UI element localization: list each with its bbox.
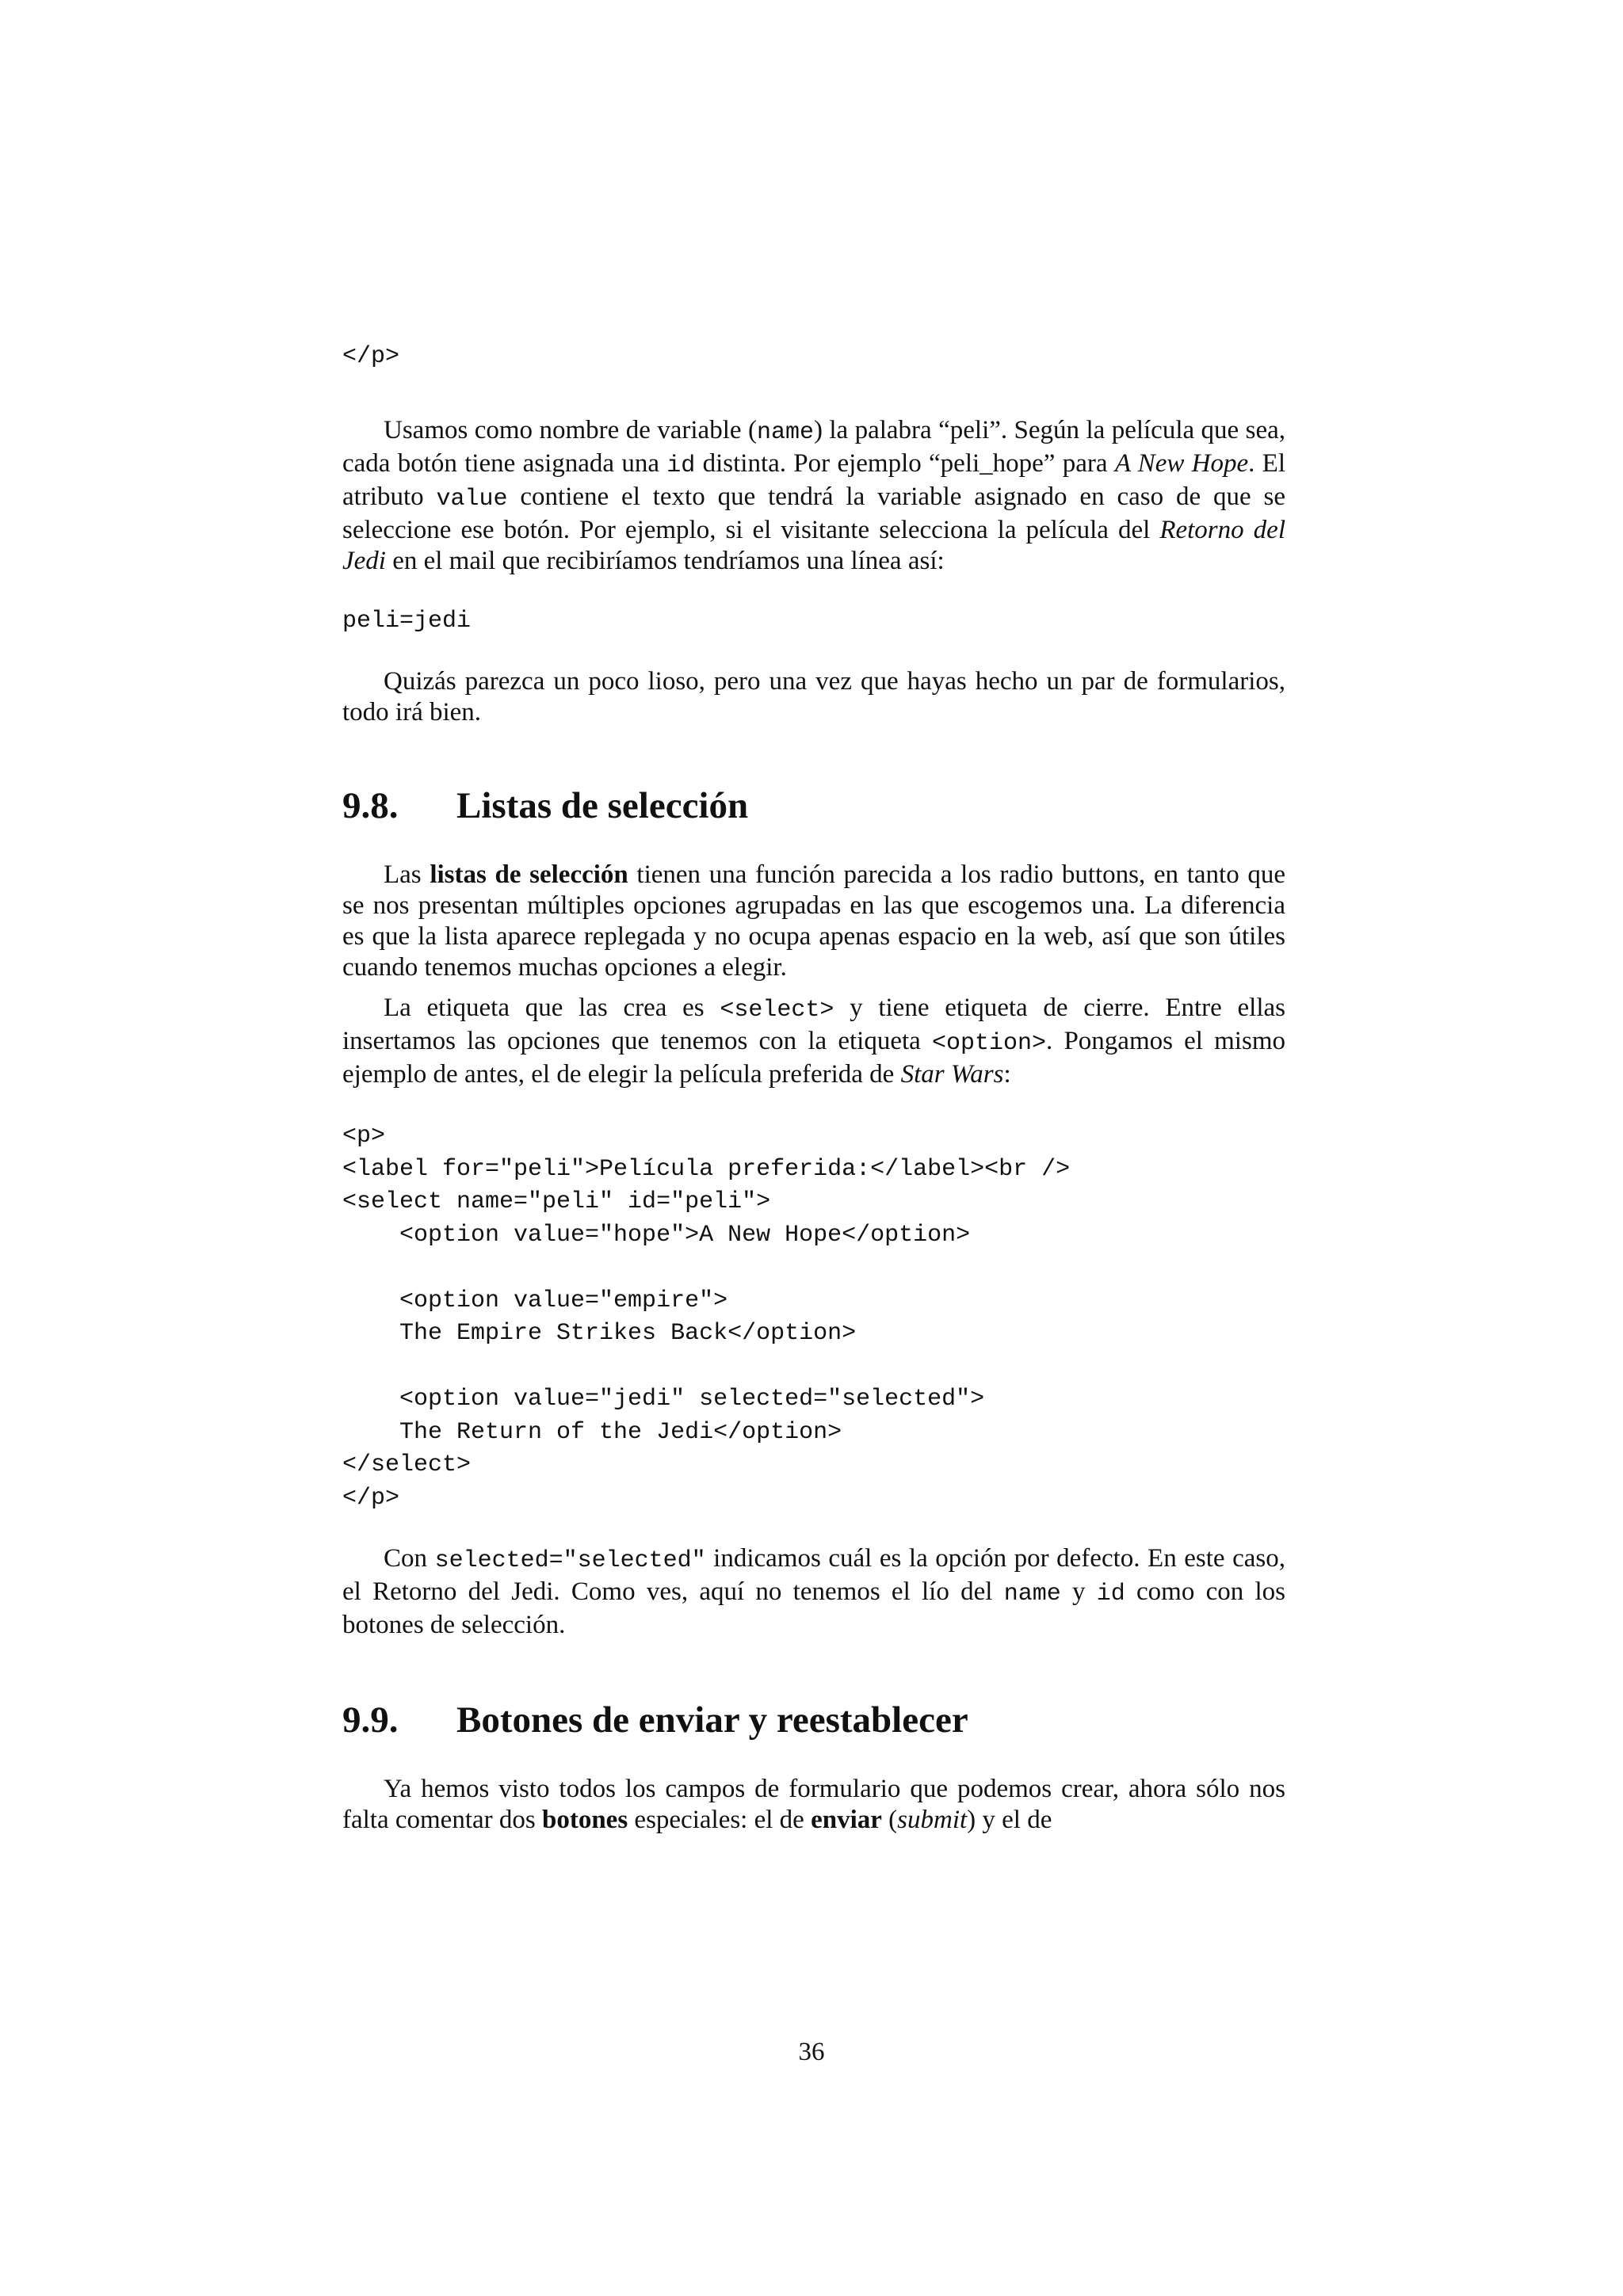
page-body [342, 341, 1285, 1836]
paragraph-selected-default: Con selected="selected" indicamos cuál es la opción por defecto. En este caso, el Retorno del Jedi. Como ves, aquí no tenemos el lío del name y id como con los botones de selección. [342, 1544, 1286, 1639]
paragraph-listas-intro: Las listas de selección tienen una función parecida a los radio buttons, en tanto que se nos presentan múltiples opciones agrupadas en las que escogemos una. La diferencia es que la lista aparece replegada y no ocupa apenas espacio en la web, así que son útiles cuando tenemos muchas opciones a elegir. [342, 860, 1285, 982]
paragraph-name-variable: Usamos como nombre de variable (name) la palabra “peli”. Según la película que sea, cada botón tiene asignada una id distinta. Por ejemplo “peli_hope” para A New Hope. El atributo value contiene el texto que tendrá la variable asignado en caso de que se seleccione ese botón. Por ejemplo, si el visitante selecciona la película del Retorno del Jedi en el mail que recibiríamos tendríamos una línea así: [342, 415, 1285, 575]
paragraph-lioso: Quizás parezca un poco lioso, pero una vez que hayas hecho un par de formularios, todo irá bien. [342, 667, 1285, 727]
section-title: Botones de enviar y reestablecer [456, 1699, 968, 1741]
section-title: Listas de selección [456, 785, 749, 826]
section-number: 9.9. [342, 1699, 399, 1741]
page-number: 36 [798, 2038, 825, 2066]
code-select-example: <p> <label for="peli">Película preferida:</label><br /> <select name="peli" id="peli"> <option value="hope">A New Hope</option> <option value="empire"> The Empire Strikes Back</option> <option value="jedi" selected="selected"> The Return of the Jedi</option> </select> </p> [342, 1123, 1071, 1512]
paragraph-botones-intro: Ya hemos visto todos los campos de formulario que podemos crear, ahora sólo nos falta comentar dos botones especiales: el de enviar (submit) y el de [342, 1775, 1285, 1834]
section-heading-9-9 [342, 1698, 1285, 1742]
code-peli-jedi: peli=jedi [342, 607, 472, 635]
section-number: 9.8. [342, 785, 399, 826]
code-closing-p: </p> [342, 343, 400, 370]
paragraph-select-tag: La etiqueta que las crea es <select> y tiene etiqueta de cierre. Entre ellas insertamos las opciones que tenemos con la etiqueta <option>. Pongamos el mismo ejemplo de antes, el de elegir la película preferida de Star Wars: [342, 994, 1285, 1089]
section-heading-9-8 [342, 784, 1285, 828]
